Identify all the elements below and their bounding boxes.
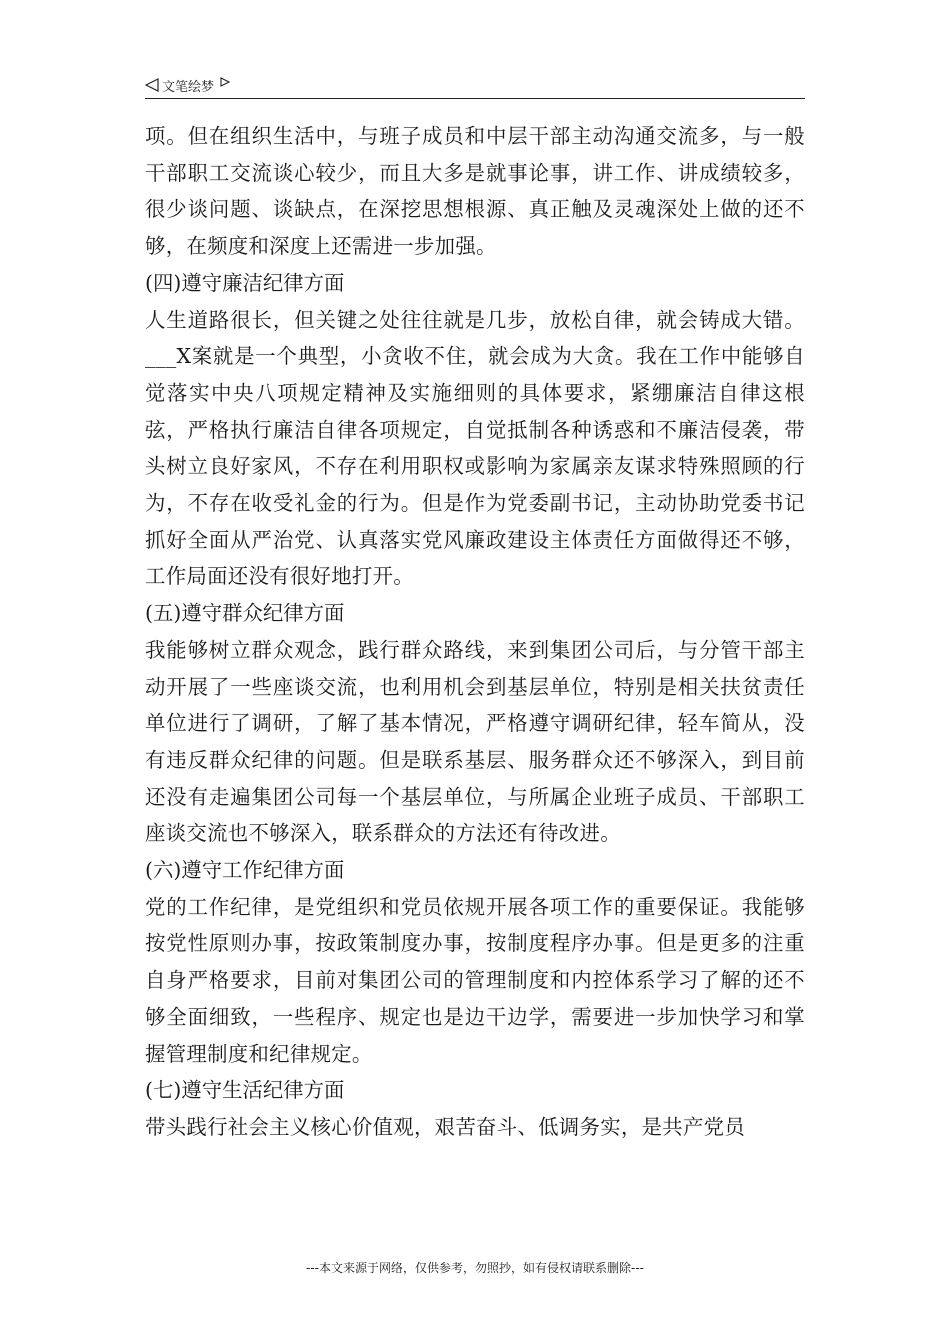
section-heading: (七)遵守生活纪律方面 [145, 1078, 345, 1103]
header-brand [145, 74, 230, 96]
paragraph: 党的工作纪律，是党组织和党员依规开展各项工作的重要保证。我能够按党性原则办事，按政策制度办事，按制度程序办事。但是更多的注重自身严格要求，目前对集团公司的管理制度和内控体系学习了解的还不够全面细致，一些程序、规定也是边干边学，需要进一步加快学习和掌握管理制度和纪律规定。 [145, 894, 805, 1066]
page-header [145, 74, 805, 99]
triangle-right-icon [220, 77, 230, 87]
paragraph: 带头践行社会主义核心价值观，艰苦奋斗、低调务实，是共产党员 [145, 1114, 746, 1139]
paragraph: 项。但在组织生活中，与班子成员和中层干部主动沟通交流多，与一般干部职工交流谈心较少，而且大多是就事论事，讲工作、讲成绩较多，很少谈问题、谈缺点，在深挖思想根源、真正触及灵魂深处上做的还不够，在频度和深度上还需进一步加强。 [145, 124, 805, 259]
header-brand-text: 文笔绘梦 [162, 79, 215, 95]
document-body [145, 118, 805, 1146]
triangle-left-icon [145, 78, 159, 92]
paragraph: 我能够树立群众观念，践行群众路线，来到集团公司后，与分管干部主动开展了一些座谈交流，也利用机会到基层单位，特别是相关扶贫责任单位进行了调研，了解了基本情况，严格遵守调研纪律，轻车简从，没有违反群众纪律的问题。但是联系基层、服务群众还不够深入，到目前还没有走遍集团公司每一个基层单位，与所属企业班子成员、干部职工座谈交流也不够深入，联系群众的方法还有待改进。 [145, 637, 805, 846]
section-heading: (四)遵守廉洁纪律方面 [145, 270, 345, 295]
section-heading: (五)遵守群众纪律方面 [145, 601, 345, 626]
section-heading: (六)遵守工作纪律方面 [145, 858, 345, 883]
paragraph: 人生道路很长，但关键之处往往就是几步，放松自律，就会铸成大错。___X案就是一个典型，小贪收不住，就会成为大贪。我在工作中能够自觉落实中央八项规定精神及实施细则的具体要求，紧绷廉洁自律这根弦，严格执行廉洁自律各项规定，自觉抵制各种诱惑和不廉洁侵袭，带头树立良好家风，不存在利用职权或影响为家属亲友谋求特殊照顾的行为，不存在收受礼金的行为。但是作为党委副书记，主动协助党委书记抓好全面从严治党、认真落实党风廉政建设主体责任方面做得还不够，工作局面还没有很好地打开。 [145, 307, 805, 589]
page-footer: ---本文来源于网络，仅供参考，勿照抄，如有侵权请联系删除--- [306, 1261, 644, 1275]
